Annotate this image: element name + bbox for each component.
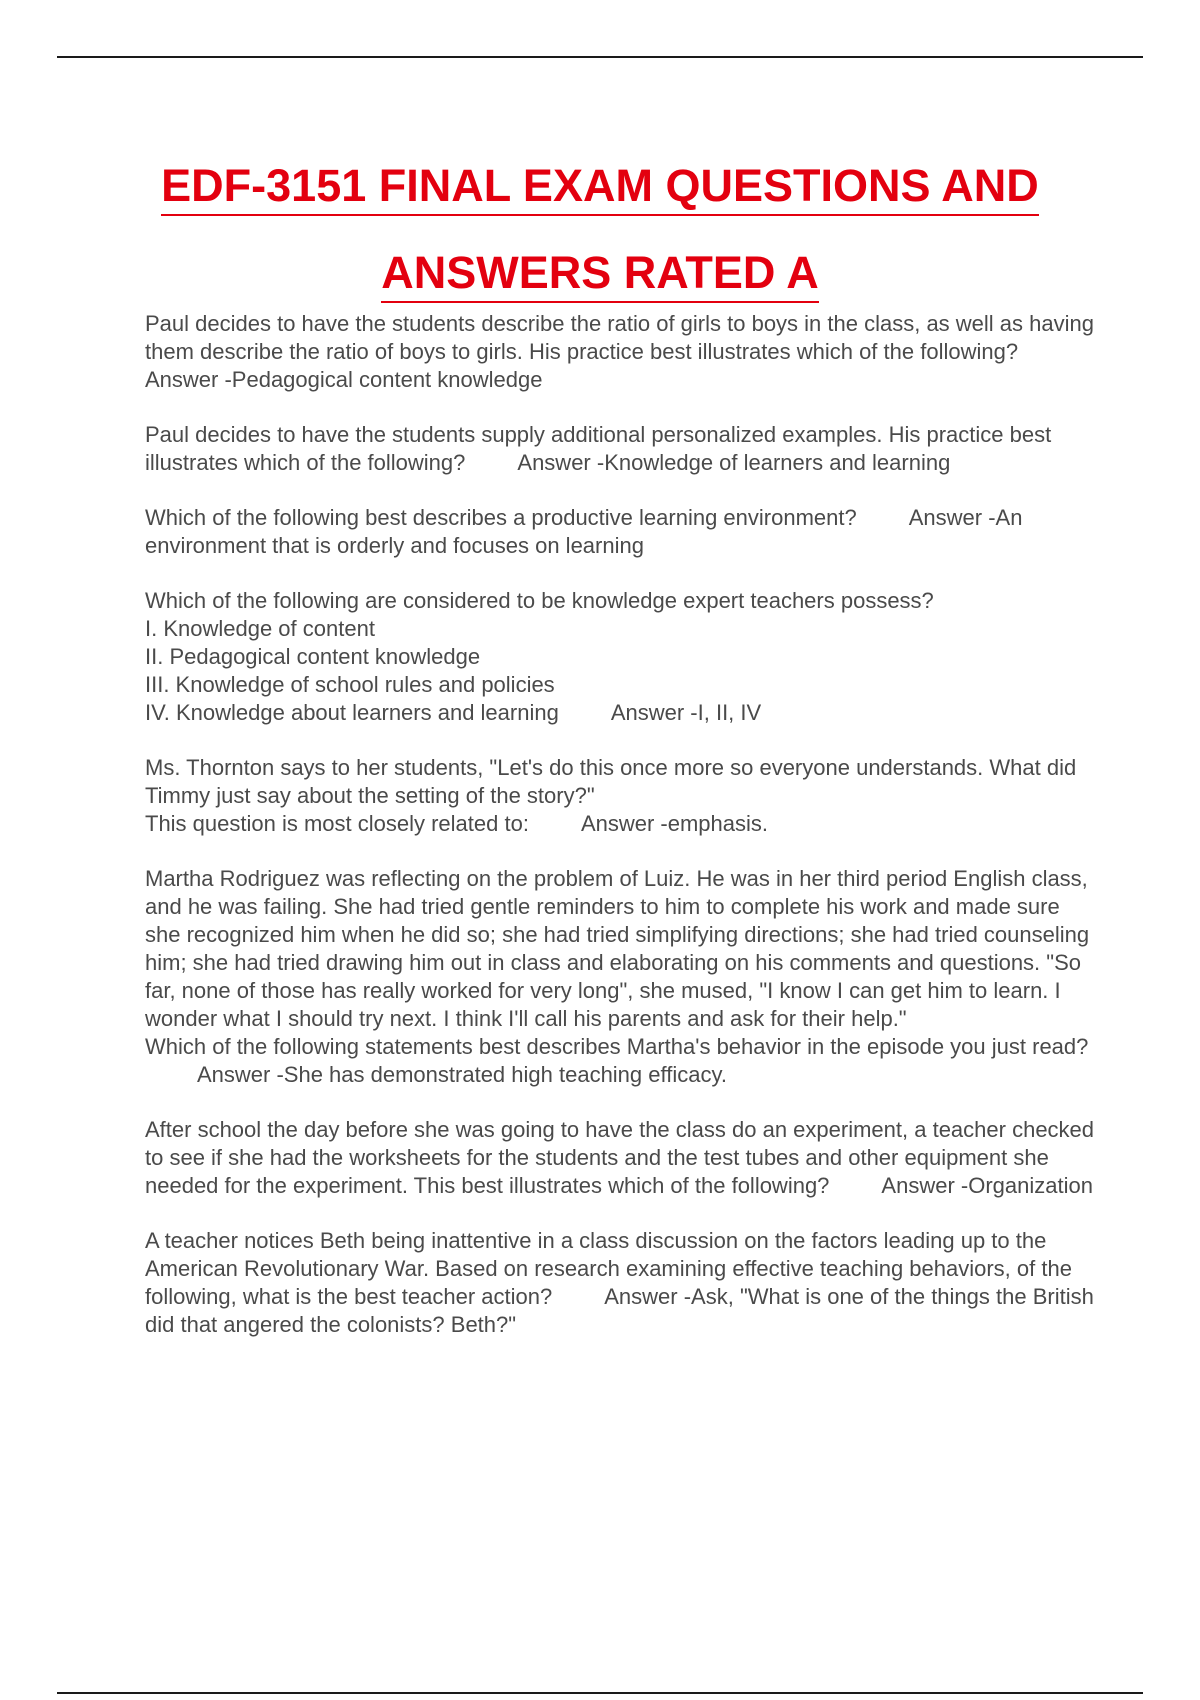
question-text: Martha Rodriguez was reflecting on the problem of Luiz. He was in her third period English class, and he was failing. She had tried gentle reminders to him to complete his work and made sure she recognized him when he did so; she had tried simplifying directions; she had tried counseling him; she had tried drawing him out in class and elaborating on his comments and questions. "So far, none of those has really worked for very long", she mused, "I know I can get him to learn. I wonder what I should try next. I think I'll call his parents and ask for their help." bbox=[145, 866, 1090, 1031]
bottom-rule bbox=[57, 1692, 1143, 1694]
qa-item bbox=[145, 310, 1095, 394]
answer-text: Answer -Knowledge of learners and learning bbox=[517, 450, 951, 475]
question-text: Paul decides to have the students describe the ratio of girls to boys in the class, as well as having them describe the ratio of boys to girls. His practice best illustrates which of the following? bbox=[145, 311, 1094, 364]
top-rule bbox=[57, 56, 1143, 58]
qa-item bbox=[145, 421, 1095, 477]
qa-item bbox=[145, 1116, 1095, 1200]
answer-text: Answer -She has demonstrated high teaching efficacy. bbox=[197, 1062, 727, 1087]
question-text: A teacher notices Beth being inattentive in a class discussion on the factors leading up to the American Revolutionary War. Based on research examining effective teaching behaviors, of the following, what is the best teacher action? bbox=[145, 1228, 1072, 1309]
qa-text bbox=[145, 421, 1095, 477]
option-item: IV. Knowledge about learners and learning bbox=[145, 700, 559, 725]
option-item: II. Pedagogical content knowledge bbox=[145, 644, 481, 669]
question-text-2: This question is most closely related to: bbox=[145, 811, 529, 836]
question-text: Ms. Thornton says to her students, "Let's do this once more so everyone understands. What did Timmy just say about the setting of the story?" bbox=[145, 755, 1077, 808]
qa-text bbox=[145, 699, 1095, 727]
question-text: Which of the following are considered to be knowledge expert teachers possess? bbox=[145, 588, 934, 613]
qa-text bbox=[145, 504, 1095, 560]
answer-text: Answer -Organization bbox=[881, 1173, 1093, 1198]
qa-item bbox=[145, 1227, 1095, 1339]
qa-text bbox=[145, 310, 1095, 394]
document-title bbox=[100, 148, 1100, 322]
qa-text bbox=[145, 1227, 1095, 1339]
question-text: After school the day before she was going to have the class do an experiment, a teacher checked to see if she had the worksheets for the students and the test tubes and other equipment she needed for the experiment. This best illustrates which of the following? bbox=[145, 1117, 1095, 1198]
qa-item bbox=[145, 587, 1095, 727]
option-item: I. Knowledge of content bbox=[145, 616, 375, 641]
qa-text bbox=[145, 1033, 1095, 1089]
qa-item bbox=[145, 504, 1095, 560]
qa-text bbox=[145, 1116, 1095, 1200]
answer-text: Answer -Pedagogical content knowledge bbox=[145, 367, 543, 392]
qa-item bbox=[145, 865, 1095, 1089]
qa-list bbox=[145, 310, 1095, 1366]
question-text-2: Which of the following statements best describes Martha's behavior in the episode you just read? bbox=[145, 1034, 1089, 1059]
answer-text: Answer -emphasis. bbox=[580, 811, 769, 836]
title-line-2: ANSWERS RATED A bbox=[381, 247, 819, 303]
qa-text bbox=[145, 810, 1095, 838]
question-text: Which of the following best describes a productive learning environment? bbox=[145, 505, 857, 530]
title-line-1: EDF-3151 FINAL EXAM QUESTIONS AND bbox=[161, 160, 1039, 216]
question-text: Paul decides to have the students supply additional personalized examples. His practice best illustrates which of the following? bbox=[145, 422, 1052, 475]
answer-text: Answer -Ask, "What is one of the things the British did that angered the colonists? Beth?" bbox=[145, 1284, 1094, 1337]
answer-text: Answer -I, II, IV bbox=[610, 700, 762, 725]
option-item: III. Knowledge of school rules and policies bbox=[145, 672, 555, 697]
qa-item bbox=[145, 754, 1095, 838]
answer-text: Answer -An environment that is orderly and focuses on learning bbox=[145, 505, 1023, 558]
